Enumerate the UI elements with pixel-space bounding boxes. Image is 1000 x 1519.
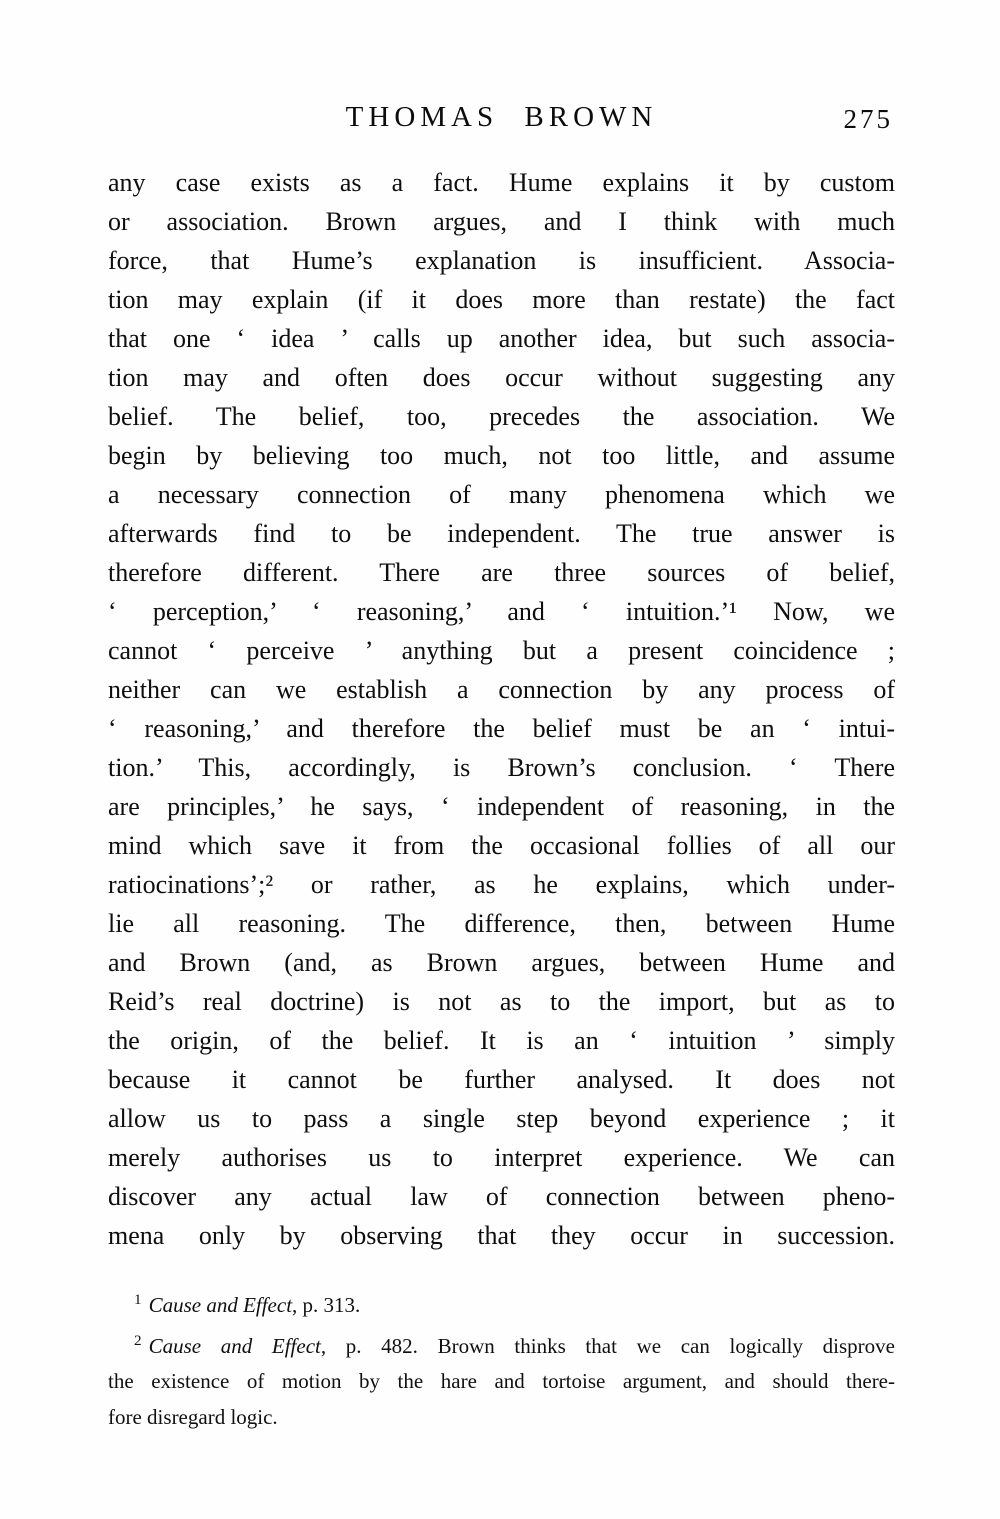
body-line: tion.’ This, accordingly, is Brown’s conclusion. ‘ There [108,753,895,782]
body-line: a necessary connection of many phenomena which we [108,480,895,509]
body-line: merely authorises us to interpret experience. We can [108,1143,895,1172]
body-line: tion may explain (if it does more than restate) the fact [108,285,895,314]
body-line: force, that Hume’s explanation is insufficient. Associa- [108,246,895,275]
body-line: that one ‘ idea ’ calls up another idea, but such associa- [108,324,895,353]
footnote-2-text-line-1: , p. 482. Brown thinks that we can logically disprove [320,1333,895,1358]
page-title: THOMAS BROWN [345,101,658,133]
body-line: ‘ reasoning,’ and therefore the belief must be an ‘ intui- [108,714,895,743]
footnote-1-text: , p. 313. [292,1293,361,1317]
body-line: tion may and often does occur without suggesting any [108,363,895,392]
body-line: discover any actual law of connection between pheno- [108,1182,895,1211]
footnote-2-work-title: Cause and Effect [148,1333,321,1358]
body-line: ratiocinations’;² or rather, as he explains, which under- [108,870,895,899]
body-line: lie all reasoning. The difference, then, between Hume [108,909,895,938]
body-line: ‘ perception,’ ‘ reasoning,’ and ‘ intuition.’¹ Now, we [108,597,895,626]
body-line: neither can we establish a connection by any process of [108,675,895,704]
body-line: are principles,’ he says, ‘ independent of reasoning, in the [108,792,895,821]
body-line: any case exists as a fact. Hume explains it by custom [108,168,895,197]
footnote-2-line-3: fore disregard logic. [108,1404,278,1429]
footnote-2-marker: 2 [134,1332,142,1349]
body-text [108,163,895,1255]
body-line: because it cannot be further analysed. It does not [108,1065,895,1094]
footnote-2-line-2: the existence of motion by the hare and tortoise argument, and should there- [108,1369,895,1393]
body-line: therefore different. There are three sources of belief, [108,558,895,587]
body-line: afterwards find to be independent. The true answer is [108,519,895,548]
body-line: mind which save it from the occasional follies of all our [108,831,895,860]
body-line: the origin, of the belief. It is an ‘ intuition ’ simply [108,1026,895,1055]
body-line: allow us to pass a single step beyond experience ; it [108,1104,895,1133]
footnote-2-line-1 [108,1324,895,1365]
body-line: belief. The belief, too, precedes the association. We [108,402,895,431]
body-line: Reid’s real doctrine) is not as to the import, but as to [108,987,895,1016]
running-header [108,101,895,141]
body-line: or association. Brown argues, and I think with much [108,207,895,236]
footnote-1-work-title: Cause and Effect [148,1293,293,1317]
page-number: 275 [843,104,893,134]
footnote-1 [108,1283,895,1324]
body-line: cannot ‘ perceive ’ anything but a present coincidence ; [108,636,895,665]
footnotes [108,1283,895,1435]
body-line: and Brown (and, as Brown argues, between Hume and [108,948,895,977]
footnote-1-marker: 1 [134,1292,142,1308]
body-line: begin by believing too much, not too little, and assume [108,441,895,470]
body-line: mena only by observing that they occur in succession. [108,1221,895,1250]
